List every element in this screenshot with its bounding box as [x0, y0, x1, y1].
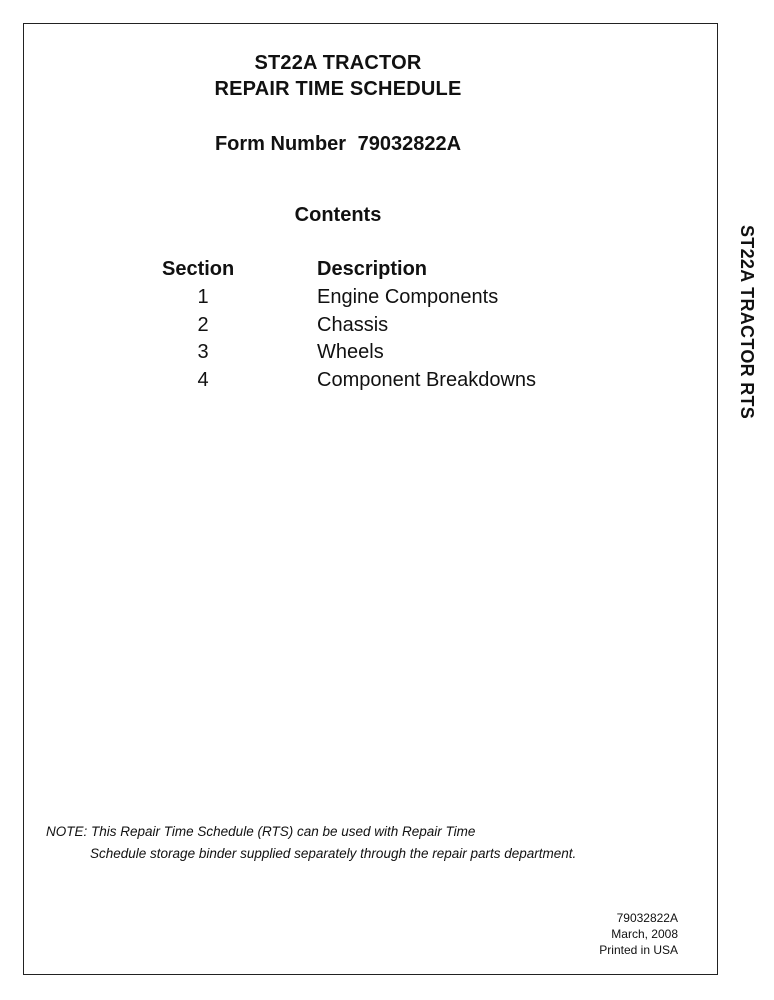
toc-row [150, 286, 536, 314]
toc-header [150, 258, 536, 286]
toc-row [150, 369, 536, 397]
toc-description: Chassis [317, 313, 389, 336]
form-number [23, 133, 653, 156]
contents-heading: Contents [294, 204, 382, 226]
document-title-line2: REPAIR TIME SCHEDULE [214, 78, 462, 100]
footer-printed: Printed in USA [599, 943, 678, 957]
table-of-contents [150, 258, 536, 396]
toc-section-number: 3 [197, 341, 209, 363]
footer-info [599, 910, 678, 958]
toc-section-number: 2 [197, 313, 209, 336]
toc-description: Component Breakdowns [317, 368, 537, 391]
toc-section-header: Section [162, 258, 235, 280]
toc-description-header: Description [317, 258, 428, 280]
toc-row [150, 314, 536, 342]
note [46, 821, 576, 865]
toc-section-number: 4 [197, 368, 209, 391]
toc-row [150, 341, 536, 369]
document-title-line1: ST22A TRACTOR [254, 52, 422, 74]
toc-description: Wheels [317, 341, 384, 363]
note-line2: Schedule storage binder supplied separately through the repair parts department. [90, 846, 577, 861]
toc-section-number: 1 [197, 286, 209, 308]
toc-description: Engine Components [317, 286, 499, 308]
note-line1: NOTE: This Repair Time Schedule (RTS) can be used with Repair Time [46, 824, 476, 839]
form-number-value: 79032822A [357, 133, 462, 155]
side-tab-label: ST22A TRACTOR RTS [737, 225, 757, 420]
footer-date: March, 2008 [611, 927, 678, 941]
footer-form-code: 79032822A [616, 911, 678, 925]
form-number-label: Form Number [214, 133, 347, 155]
